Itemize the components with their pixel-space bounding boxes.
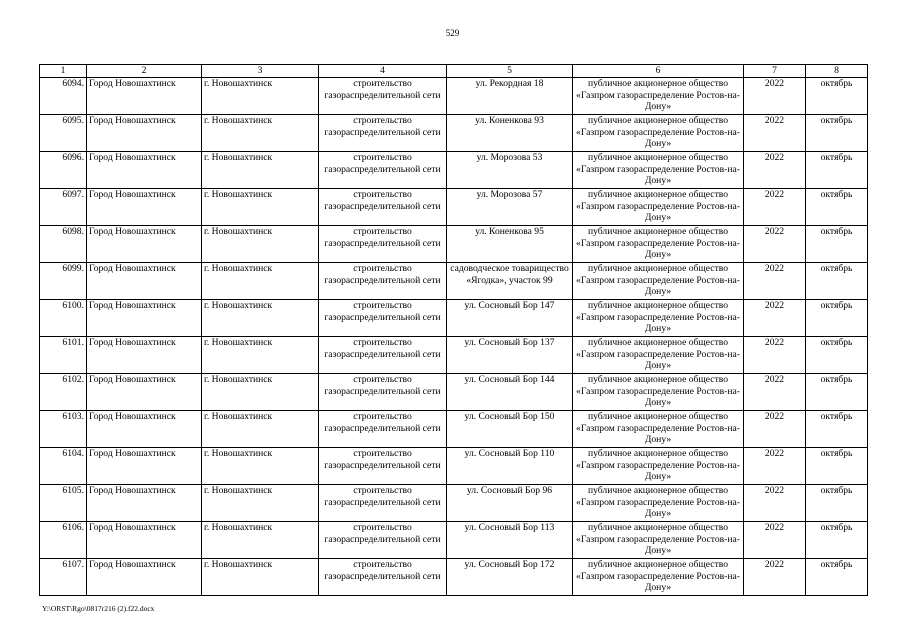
table-row	[40, 374, 868, 411]
organization-cell: публичное акционерное общество «Газпром газораспределение Ростов-на-Дону»	[573, 78, 744, 115]
locality-cell: г. Новошахтинск	[202, 78, 319, 115]
locality-cell: г. Новошахтинск	[202, 559, 319, 596]
row-number-cell: 6099.	[40, 263, 87, 300]
month-cell: октябрь	[806, 263, 868, 300]
year-cell: 2022	[744, 337, 806, 374]
table-body	[40, 78, 868, 596]
year-cell: 2022	[744, 448, 806, 485]
organization-cell: публичное акционерное общество «Газпром газораспределение Ростов-на-Дону»	[573, 189, 744, 226]
address-cell: ул. Сосновый Бор 144	[447, 374, 573, 411]
organization-cell: публичное акционерное общество «Газпром газораспределение Ростов-на-Дону»	[573, 300, 744, 337]
column-header: 6	[573, 65, 744, 78]
month-cell: октябрь	[806, 337, 868, 374]
address-cell: ул. Сосновый Бор 150	[447, 411, 573, 448]
row-number-cell: 6095.	[40, 115, 87, 152]
year-cell: 2022	[744, 374, 806, 411]
organization-cell: публичное акционерное общество «Газпром газораспределение Ростов-на-Дону»	[573, 263, 744, 300]
month-cell: октябрь	[806, 448, 868, 485]
row-number-cell: 6105.	[40, 485, 87, 522]
organization-cell: публичное акционерное общество «Газпром газораспределение Ростов-на-Дону»	[573, 337, 744, 374]
address-cell: ул. Морозова 57	[447, 189, 573, 226]
month-cell: октябрь	[806, 374, 868, 411]
locality-cell: г. Новошахтинск	[202, 263, 319, 300]
table-row	[40, 263, 868, 300]
footer-file-path: Y:\ORST\Rgo\0817r216 (2).f22.docx	[42, 604, 155, 613]
month-cell: октябрь	[806, 300, 868, 337]
table-row	[40, 522, 868, 559]
locality-cell: г. Новошахтинск	[202, 337, 319, 374]
month-cell: октябрь	[806, 152, 868, 189]
table-row	[40, 152, 868, 189]
month-cell: октябрь	[806, 189, 868, 226]
table-row	[40, 189, 868, 226]
year-cell: 2022	[744, 263, 806, 300]
municipality-cell: Город Новошахтинск	[87, 485, 202, 522]
column-header: 5	[447, 65, 573, 78]
address-cell: ул. Сосновый Бор 110	[447, 448, 573, 485]
row-number-cell: 6100.	[40, 300, 87, 337]
work-type-cell: строительство газораспределительной сети	[319, 78, 447, 115]
table-row	[40, 226, 868, 263]
work-type-cell: строительство газораспределительной сети	[319, 189, 447, 226]
locality-cell: г. Новошахтинск	[202, 374, 319, 411]
table-row	[40, 485, 868, 522]
municipality-cell: Город Новошахтинск	[87, 374, 202, 411]
month-cell: октябрь	[806, 559, 868, 596]
header-row	[40, 65, 868, 78]
locality-cell: г. Новошахтинск	[202, 152, 319, 189]
row-number-cell: 6098.	[40, 226, 87, 263]
organization-cell: публичное акционерное общество «Газпром газораспределение Ростов-на-Дону»	[573, 152, 744, 189]
table-row	[40, 300, 868, 337]
organization-cell: публичное акционерное общество «Газпром газораспределение Ростов-на-Дону»	[573, 411, 744, 448]
year-cell: 2022	[744, 152, 806, 189]
address-cell: ул. Коненкова 93	[447, 115, 573, 152]
year-cell: 2022	[744, 189, 806, 226]
column-header: 1	[40, 65, 87, 78]
month-cell: октябрь	[806, 485, 868, 522]
address-cell: ул. Сосновый Бор 96	[447, 485, 573, 522]
column-header: 3	[202, 65, 319, 78]
table-row	[40, 78, 868, 115]
month-cell: октябрь	[806, 78, 868, 115]
year-cell: 2022	[744, 115, 806, 152]
row-number-cell: 6104.	[40, 448, 87, 485]
work-type-cell: строительство газораспределительной сети	[319, 115, 447, 152]
year-cell: 2022	[744, 411, 806, 448]
table-row	[40, 559, 868, 596]
address-cell: ул. Морозова 53	[447, 152, 573, 189]
municipality-cell: Город Новошахтинск	[87, 263, 202, 300]
row-number-cell: 6102.	[40, 374, 87, 411]
year-cell: 2022	[744, 522, 806, 559]
month-cell: октябрь	[806, 522, 868, 559]
work-type-cell: строительство газораспределительной сети	[319, 522, 447, 559]
locality-cell: г. Новошахтинск	[202, 448, 319, 485]
municipality-cell: Город Новошахтинск	[87, 559, 202, 596]
organization-cell: публичное акционерное общество «Газпром газораспределение Ростов-на-Дону»	[573, 226, 744, 263]
work-type-cell: строительство газораспределительной сети	[319, 374, 447, 411]
row-number-cell: 6101.	[40, 337, 87, 374]
year-cell: 2022	[744, 226, 806, 263]
work-type-cell: строительство газораспределительной сети	[319, 263, 447, 300]
municipality-cell: Город Новошахтинск	[87, 226, 202, 263]
organization-cell: публичное акционерное общество «Газпром газораспределение Ростов-на-Дону»	[573, 448, 744, 485]
locality-cell: г. Новошахтинск	[202, 522, 319, 559]
locality-cell: г. Новошахтинск	[202, 226, 319, 263]
municipality-cell: Город Новошахтинск	[87, 522, 202, 559]
organization-cell: публичное акционерное общество «Газпром газораспределение Ростов-на-Дону»	[573, 485, 744, 522]
municipality-cell: Город Новошахтинск	[87, 411, 202, 448]
table-row	[40, 115, 868, 152]
address-cell: ул. Сосновый Бор 147	[447, 300, 573, 337]
year-cell: 2022	[744, 559, 806, 596]
address-cell: ул. Сосновый Бор 113	[447, 522, 573, 559]
address-cell: ул. Сосновый Бор 172	[447, 559, 573, 596]
municipality-cell: Город Новошахтинск	[87, 115, 202, 152]
work-type-cell: строительство газораспределительной сети	[319, 485, 447, 522]
year-cell: 2022	[744, 78, 806, 115]
locality-cell: г. Новошахтинск	[202, 485, 319, 522]
work-type-cell: строительство газораспределительной сети	[319, 448, 447, 485]
year-cell: 2022	[744, 300, 806, 337]
row-number-cell: 6106.	[40, 522, 87, 559]
gasification-schedule-table	[39, 64, 868, 596]
row-number-cell: 6097.	[40, 189, 87, 226]
work-type-cell: строительство газораспределительной сети	[319, 337, 447, 374]
row-number-cell: 6107.	[40, 559, 87, 596]
locality-cell: г. Новошахтинск	[202, 189, 319, 226]
work-type-cell: строительство газораспределительной сети	[319, 411, 447, 448]
work-type-cell: строительство газораспределительной сети	[319, 300, 447, 337]
page-number: 529	[445, 28, 460, 38]
table-row	[40, 448, 868, 485]
row-number-cell: 6096.	[40, 152, 87, 189]
column-header: 2	[87, 65, 202, 78]
municipality-cell: Город Новошахтинск	[87, 300, 202, 337]
column-header: 8	[806, 65, 868, 78]
table-row	[40, 411, 868, 448]
municipality-cell: Город Новошахтинск	[87, 337, 202, 374]
month-cell: октябрь	[806, 411, 868, 448]
row-number-cell: 6103.	[40, 411, 87, 448]
column-header: 7	[744, 65, 806, 78]
work-type-cell: строительство газораспределительной сети	[319, 559, 447, 596]
locality-cell: г. Новошахтинск	[202, 300, 319, 337]
municipality-cell: Город Новошахтинск	[87, 78, 202, 115]
address-cell: ул. Сосновый Бор 137	[447, 337, 573, 374]
locality-cell: г. Новошахтинск	[202, 411, 319, 448]
address-cell: ул. Рекордная 18	[447, 78, 573, 115]
municipality-cell: Город Новошахтинск	[87, 448, 202, 485]
address-cell: ул. Коненкова 95	[447, 226, 573, 263]
row-number-cell: 6094.	[40, 78, 87, 115]
organization-cell: публичное акционерное общество «Газпром газораспределение Ростов-на-Дону»	[573, 374, 744, 411]
organization-cell: публичное акционерное общество «Газпром газораспределение Ростов-на-Дону»	[573, 522, 744, 559]
column-header: 4	[319, 65, 447, 78]
address-cell: садоводческое товарищество «Ягодка», участок 99	[447, 263, 573, 300]
organization-cell: публичное акционерное общество «Газпром газораспределение Ростов-на-Дону»	[573, 115, 744, 152]
organization-cell: публичное акционерное общество «Газпром газораспределение Ростов-на-Дону»	[573, 559, 744, 596]
year-cell: 2022	[744, 485, 806, 522]
month-cell: октябрь	[806, 115, 868, 152]
table-row	[40, 337, 868, 374]
work-type-cell: строительство газораспределительной сети	[319, 226, 447, 263]
month-cell: октябрь	[806, 226, 868, 263]
work-type-cell: строительство газораспределительной сети	[319, 152, 447, 189]
municipality-cell: Город Новошахтинск	[87, 189, 202, 226]
locality-cell: г. Новошахтинск	[202, 115, 319, 152]
municipality-cell: Город Новошахтинск	[87, 152, 202, 189]
